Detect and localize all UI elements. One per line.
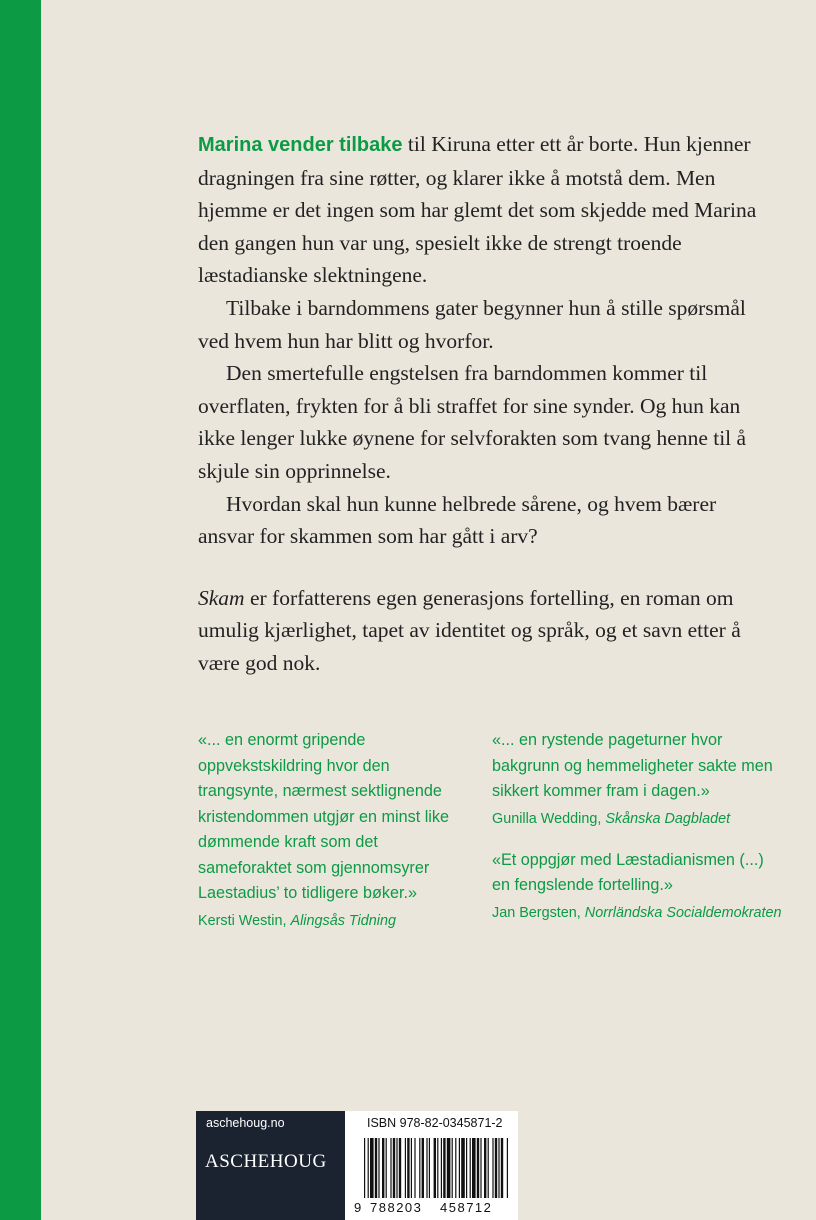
blurb-paragraph-1: [198, 128, 774, 292]
review-publication: Skånska Dagbladet: [605, 810, 731, 827]
barcode-digits-right: 458712: [440, 1200, 493, 1215]
review-quote-text: «... en enormt gripende oppvekstskildring hvor den trangsynte, nærmest sektlignende kristendommen utgjør en minst like dømmende kraft som det sameforaktet som gjennomsyrer Laestadius’ to tidligere bøker.»: [198, 731, 449, 902]
publisher-logo: ASCHEHOUG: [205, 1151, 327, 1172]
blurb-paragraph-3: Den smertefulle engstelsen fra barndommen kommer til overflaten, frykten for å bli straffet for sine synder. Og hun kan ikke lenger lukke øynene for selvforakten som tvang henne til å skjule sin opprinnelse.: [198, 361, 747, 483]
review-publication: Alingsås Tidning: [290, 912, 396, 929]
review-publication: Norrländska Socialdemokraten: [584, 904, 782, 921]
review-quote-source: [492, 807, 782, 831]
review-author: Gunilla Wedding,: [492, 810, 606, 827]
back-cover-blurb: [198, 128, 774, 680]
blurb-paragraph-5: [198, 582, 774, 680]
publisher-url: aschehoug.no: [206, 1116, 285, 1130]
review-author: Jan Bergsten,: [492, 904, 585, 921]
book-title: Skam: [198, 585, 245, 610]
blurb-paragraph-1-text: til Kiruna etter ett år borte. Hun kjenner dragningen fra sine røtter, og klarer ikke å motstå dem. Men hjemme er det ingen som har glemt det som skjedde med Marina den gangen hun var ung, spesielt ikke de strengt troende læstadianske slektningene.: [198, 132, 757, 288]
review-quote-text: «... en rystende pageturner hvor bakgrunn og hemmeligheter sakte men sikkert kommer fram i dagen.»: [492, 731, 773, 800]
review-quotes-right: [492, 728, 782, 925]
review-quote-source: [492, 901, 782, 925]
review-quotes-left: [198, 728, 466, 933]
review-quote-text: «Et oppgjør med Læstadianismen (...) en fengslende fortelling.»: [492, 850, 764, 894]
barcode-digits-left: 788203: [370, 1200, 423, 1215]
isbn-label: ISBN 978-82-0345871-2: [367, 1116, 503, 1130]
blurb-paragraph-2: Tilbake i barndommens gater begynner hun å stille spørsmål ved hvem hun har blitt og hvorfor.: [198, 295, 746, 353]
blurb-lead-phrase: Marina vender tilbake: [198, 134, 403, 156]
barcode-icon: [352, 1136, 512, 1216]
blurb-paragraph-5-text: er forfatterens egen generasjons fortelling, en roman om umulig kjærlighet, tapet av identitet og språk, og et savn etter å være god nok.: [198, 585, 741, 675]
blurb-paragraph-4: Hvordan skal hun kunne helbrede sårene, og hvem bærer ansvar for skammen som har gått i arv?: [198, 491, 717, 549]
review-quote-source: [198, 909, 466, 933]
publisher-block: [196, 1111, 345, 1220]
green-spine-strip: [0, 0, 41, 1220]
barcode-block: [345, 1111, 518, 1220]
barcode-digit-first: 9: [354, 1200, 362, 1215]
review-author: Kersti Westin,: [198, 912, 291, 929]
